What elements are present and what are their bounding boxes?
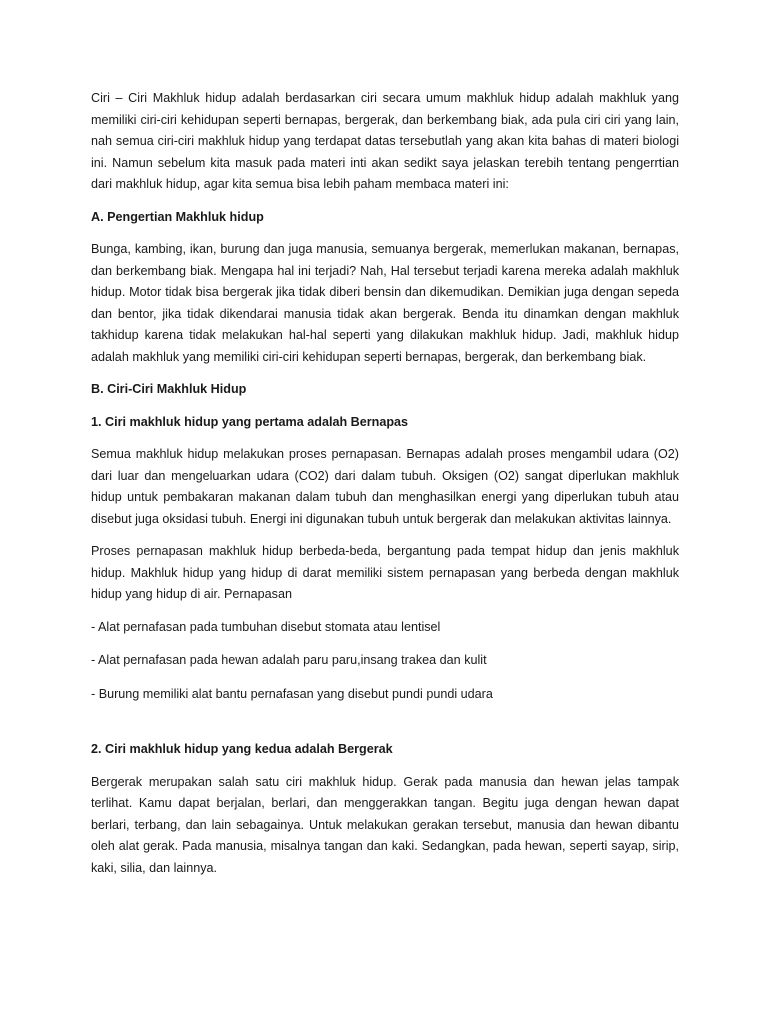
item-2-heading: 2. Ciri makhluk hidup yang kedua adalah Bergerak (91, 742, 393, 756)
bullet-item: - Alat pernafasan pada hewan adalah paru paru,insang trakea dan kulit (91, 653, 487, 667)
item-2-paragraph-1: Bergerak merupakan salah satu ciri makhluk hidup. Gerak pada manusia dan hewan jelas tampak terlihat. Kamu dapat berjalan, berlari, dan menggerakkan tangan. Begitu juga dengan hewan dapat berlari, terbang, dan lain sebagainya. Untuk melakukan gerakan tersebut, manusia dan hewan dibantu oleh alat gerak. Pada manusia, misalnya tangan dan kaki. Sedangkan, pada hewan, seperti sayap, sirip, kaki, silia, dan lainnya. (91, 774, 679, 875)
section-b-heading: B. Ciri-Ciri Makhluk Hidup (91, 382, 247, 396)
item-1-heading: 1. Ciri makhluk hidup yang pertama adalah Bernapas (91, 414, 409, 429)
intro-paragraph: Ciri – Ciri Makhluk hidup adalah berdasarkan ciri secara umum makhluk hidup adalah makhluk yang memiliki ciri-ciri kehidupan seperti bernapas, bergerak, dan berkembang biak, ada pula ciri ciri yang lain, nah semua ciri-ciri makhluk hidup yang terdapat datas tersebutlah yang akan kita bahas di materi biologi ini. Namun sebelum kita masuk pada materi inti akan sedikt saya jelaskan terebih tentang pengerrtian dari makhluk hidup, agar kita semua bisa lebih paham membaca materi ini: (91, 91, 679, 191)
item-1-paragraph-1: Semua makhluk hidup melakukan proses pernapasan. Bernapas adalah proses mengambil udara (O2) dari luar dan mengeluarkan udara (CO2) dari dalam tubuh. Oksigen (O2) sangat diperlukan makhluk hidup untuk pembakaran makanan dalam tubuh dan menghasilkan energi yang diperlukan tubuh atau disebut juga oksidasi tubuh. Energi ini digunakan tubuh untuk bergerak dan melakukan aktivitas lainnya. (91, 447, 679, 526)
blank-line (91, 717, 679, 739)
document-page (91, 88, 679, 890)
section-a-paragraph: Bunga, kambing, ikan, burung dan juga manusia, semuanya bergerak, memerlukan makanan, bernapas, dan berkembang biak. Mengapa hal ini terjadi? Nah, Hal tersebut terjadi karena mereka adalah makhluk hidup. Motor tidak bisa bergerak jika tidak diberi bensin dan dikemudikan. Demikian juga dengan sepeda dan bentor, jika tidak dikendarai manusia tidak akan bergerak. Benda itu dinamkan dengan makhluk takhidup karena tidak melakukan hal-hal seperti yang dilakukan makhluk hidup. Jadi, makhluk hidup adalah makhluk yang memiliki ciri-ciri kehidupan seperti bernapas, bergerak, dan berkembang biak. (91, 242, 679, 364)
item-1-paragraph-2: Proses pernapasan makhluk hidup berbeda-beda, bergantung pada tempat hidup dan jenis makhluk hidup. Makhluk hidup yang hidup di darat memiliki sistem pernapasan yang berbeda dengan makhluk hidup yang hidup di air. Pernapasan (91, 544, 679, 601)
bullet-item: - Burung memiliki alat bantu pernafasan yang disebut pundi pundi udara (91, 686, 493, 701)
bullet-item: - Alat pernafasan pada tumbuhan disebut stomata atau lentisel (91, 619, 441, 634)
section-a-heading: A. Pengertian Makhluk hidup (91, 209, 264, 224)
